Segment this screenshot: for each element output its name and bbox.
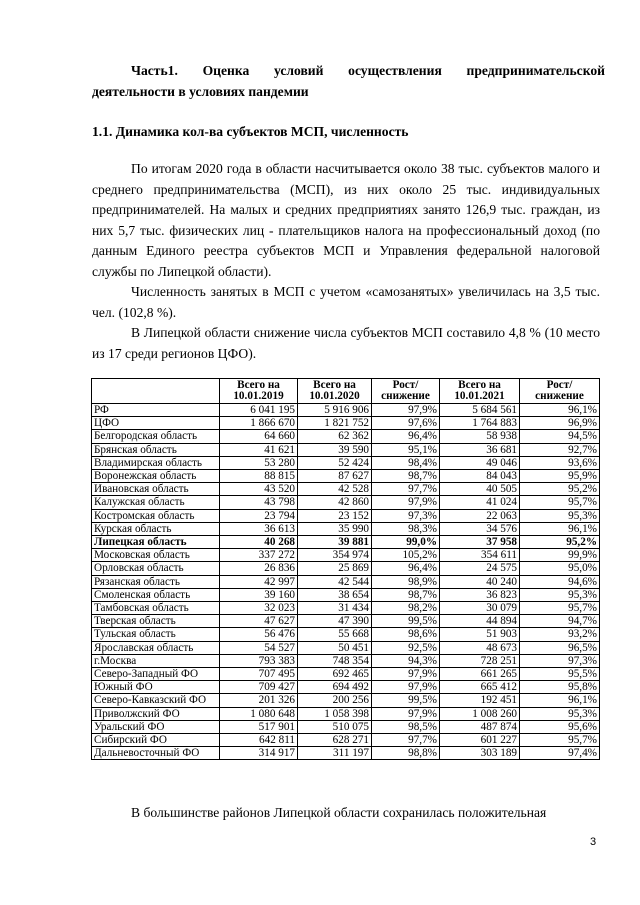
value-cell: 97,3% (520, 654, 600, 667)
value-cell: 92,7% (520, 443, 600, 456)
table-row (92, 734, 600, 747)
value-cell: 95,3% (520, 509, 600, 522)
table-row (92, 694, 600, 707)
table-row (92, 628, 600, 641)
value-cell: 98,3% (372, 522, 440, 535)
value-cell: 1 866 670 (220, 417, 298, 430)
value-cell: 97,7% (372, 483, 440, 496)
value-cell: 94,6% (520, 575, 600, 588)
value-cell: 96,1% (520, 694, 600, 707)
value-cell: 51 903 (440, 628, 520, 641)
header-cell-2019: Всего на 10.01.2019 (220, 379, 298, 404)
value-cell: 47 390 (298, 615, 372, 628)
value-cell: 1 058 398 (298, 707, 372, 720)
value-cell: 510 075 (298, 720, 372, 733)
value-cell: 1 821 752 (298, 417, 372, 430)
table-row (92, 668, 600, 681)
value-cell: 95,7% (520, 602, 600, 615)
value-cell: 99,0% (372, 536, 440, 549)
region-cell: Ярославская область (92, 641, 220, 654)
region-cell: Калужская область (92, 496, 220, 509)
region-cell: Орловская область (92, 562, 220, 575)
table-header-row (92, 379, 600, 404)
value-cell: 201 326 (220, 694, 298, 707)
value-cell: 95,7% (520, 734, 600, 747)
table-row (92, 681, 600, 694)
value-cell: 97,4% (520, 747, 600, 760)
table-row (92, 588, 600, 601)
value-cell: 601 227 (440, 734, 520, 747)
value-cell: 1 080 648 (220, 707, 298, 720)
value-cell: 5 684 561 (440, 404, 520, 417)
value-cell: 6 041 195 (220, 404, 298, 417)
value-cell: 709 427 (220, 681, 298, 694)
value-cell: 98,6% (372, 628, 440, 641)
region-cell: Дальневосточный ФО (92, 747, 220, 760)
value-cell: 642 811 (220, 734, 298, 747)
value-cell: 26 836 (220, 562, 298, 575)
value-cell: 354 974 (298, 549, 372, 562)
region-cell: Костромская область (92, 509, 220, 522)
value-cell: 92,5% (372, 641, 440, 654)
region-cell: Тверская область (92, 615, 220, 628)
value-cell: 98,7% (372, 470, 440, 483)
region-cell: Курская область (92, 522, 220, 535)
region-cell: Южный ФО (92, 681, 220, 694)
value-cell: 42 860 (298, 496, 372, 509)
table-row (92, 747, 600, 760)
value-cell: 39 881 (298, 536, 372, 549)
table-row (92, 654, 600, 667)
region-cell: Московская область (92, 549, 220, 562)
value-cell: 793 383 (220, 654, 298, 667)
header-cell-region (92, 379, 220, 404)
value-cell: 87 627 (298, 470, 372, 483)
region-cell: РФ (92, 404, 220, 417)
table-row (92, 707, 600, 720)
value-cell: 97,9% (372, 668, 440, 681)
value-cell: 36 823 (440, 588, 520, 601)
value-cell: 96,1% (520, 404, 600, 417)
value-cell: 692 465 (298, 668, 372, 681)
value-cell: 95,7% (520, 496, 600, 509)
value-cell: 36 613 (220, 522, 298, 535)
value-cell: 40 268 (220, 536, 298, 549)
region-cell: Рязанская область (92, 575, 220, 588)
value-cell: 55 668 (298, 628, 372, 641)
value-cell: 99,9% (520, 549, 600, 562)
value-cell: 30 079 (440, 602, 520, 615)
value-cell: 97,9% (372, 404, 440, 417)
value-cell: 96,4% (372, 430, 440, 443)
value-cell: 52 424 (298, 456, 372, 469)
value-cell: 56 476 (220, 628, 298, 641)
region-cell: Северо-Западный ФО (92, 668, 220, 681)
value-cell: 94,3% (372, 654, 440, 667)
value-cell: 311 197 (298, 747, 372, 760)
value-cell: 42 997 (220, 575, 298, 588)
value-cell: 47 627 (220, 615, 298, 628)
value-cell: 35 990 (298, 522, 372, 535)
value-cell: 97,7% (372, 734, 440, 747)
header-cell-2020: Всего на 10.01.2020 (298, 379, 372, 404)
paragraph-decline: В Липецкой области снижение числа субъектов МСП составило 4,8 % (10 место из 17 среди регионов ЦФО). (92, 325, 600, 361)
value-cell: 42 544 (298, 575, 372, 588)
paragraph-msp-count: По итогам 2020 года в области насчитывается около 38 тыс. субъектов малого и среднего предпринимательства (МСП), из них около 25 тыс. индивидуальных предпринимателей. На малых и средних предприятиях занято 126,9 тыс. граждан, из них 5,7 тыс. физических лиц - плательщиков налога на профессиональный доход (по данным Единого реестра субъектов МСП и Управления федеральной налоговой службы по Липецкой области). (92, 161, 600, 279)
table-row (92, 456, 600, 469)
value-cell: 49 046 (440, 456, 520, 469)
paragraph-employment: Численность занятых в МСП с учетом «самозанятых» увеличилась на 3,5 тыс. чел. (102,8 %). (92, 284, 600, 320)
value-cell: 661 265 (440, 668, 520, 681)
value-cell: 517 901 (220, 720, 298, 733)
table-row (92, 404, 600, 417)
value-cell: 95,2% (520, 483, 600, 496)
value-cell: 41 024 (440, 496, 520, 509)
value-cell: 98,5% (372, 720, 440, 733)
value-cell: 95,2% (520, 536, 600, 549)
value-cell: 728 251 (440, 654, 520, 667)
region-cell: Тульская область (92, 628, 220, 641)
value-cell: 1 008 260 (440, 707, 520, 720)
region-cell: Ивановская область (92, 483, 220, 496)
table-row (92, 602, 600, 615)
value-cell: 95,8% (520, 681, 600, 694)
value-cell: 32 023 (220, 602, 298, 615)
value-cell: 95,5% (520, 668, 600, 681)
value-cell: 354 611 (440, 549, 520, 562)
header-cell-growth-2020: Рост/ снижение (372, 379, 440, 404)
table-row (92, 509, 600, 522)
value-cell: 707 495 (220, 668, 298, 681)
value-cell: 694 492 (298, 681, 372, 694)
value-cell: 98,2% (372, 602, 440, 615)
value-cell: 98,4% (372, 456, 440, 469)
table-row (92, 522, 600, 535)
region-cell: Владимирская область (92, 456, 220, 469)
value-cell: 54 527 (220, 641, 298, 654)
region-cell: Воронежская область (92, 470, 220, 483)
value-cell: 97,9% (372, 707, 440, 720)
value-cell: 99,5% (372, 615, 440, 628)
value-cell: 39 590 (298, 443, 372, 456)
region-cell: Белгородская область (92, 430, 220, 443)
value-cell: 97,3% (372, 509, 440, 522)
value-cell: 98,9% (372, 575, 440, 588)
value-cell: 98,7% (372, 588, 440, 601)
table-row (92, 483, 600, 496)
table-row (92, 615, 600, 628)
value-cell: 95,3% (520, 588, 600, 601)
value-cell: 23 794 (220, 509, 298, 522)
value-cell: 34 576 (440, 522, 520, 535)
region-cell: Сибирский ФО (92, 734, 220, 747)
value-cell: 43 798 (220, 496, 298, 509)
value-cell: 665 412 (440, 681, 520, 694)
value-cell: 192 451 (440, 694, 520, 707)
table-row (92, 443, 600, 456)
value-cell: 40 240 (440, 575, 520, 588)
paragraph-closing: В большинстве районов Липецкой области сохранилась положительная (131, 805, 547, 820)
value-cell: 50 451 (298, 641, 372, 654)
table-row (92, 470, 600, 483)
value-cell: 44 894 (440, 615, 520, 628)
value-cell: 40 505 (440, 483, 520, 496)
table-body (92, 404, 600, 760)
value-cell: 94,5% (520, 430, 600, 443)
value-cell: 95,3% (520, 707, 600, 720)
value-cell: 314 917 (220, 747, 298, 760)
value-cell: 748 354 (298, 654, 372, 667)
value-cell: 38 654 (298, 588, 372, 601)
region-cell: Липецкая область (92, 536, 220, 549)
value-cell: 1 764 883 (440, 417, 520, 430)
region-cell: Тамбовская область (92, 602, 220, 615)
value-cell: 96,4% (372, 562, 440, 575)
value-cell: 93,6% (520, 456, 600, 469)
table-row (92, 496, 600, 509)
header-cell-2021: Всего на 10.01.2021 (440, 379, 520, 404)
part-heading-line1: Часть1. Оценка условий осуществления предпринимательской (131, 63, 605, 78)
region-cell: Брянская область (92, 443, 220, 456)
value-cell: 37 958 (440, 536, 520, 549)
table-row (92, 562, 600, 575)
value-cell: 105,2% (372, 549, 440, 562)
value-cell: 22 063 (440, 509, 520, 522)
value-cell: 39 160 (220, 588, 298, 601)
table-row (92, 430, 600, 443)
part-heading-line2: деятельности в условиях пандемии (92, 84, 309, 99)
value-cell: 64 660 (220, 430, 298, 443)
value-cell: 36 681 (440, 443, 520, 456)
value-cell: 43 520 (220, 483, 298, 496)
table-row (92, 417, 600, 430)
value-cell: 98,8% (372, 747, 440, 760)
value-cell: 62 362 (298, 430, 372, 443)
page-number: 3 (590, 836, 597, 848)
value-cell: 97,9% (372, 681, 440, 694)
table-row (92, 720, 600, 733)
value-cell: 96,9% (520, 417, 600, 430)
table-row (92, 575, 600, 588)
value-cell: 96,1% (520, 522, 600, 535)
value-cell: 23 152 (298, 509, 372, 522)
value-cell: 99,5% (372, 694, 440, 707)
value-cell: 96,5% (520, 641, 600, 654)
value-cell: 24 575 (440, 562, 520, 575)
header-cell-growth-2021: Рост/ снижение (520, 379, 600, 404)
value-cell: 95,9% (520, 470, 600, 483)
value-cell: 95,1% (372, 443, 440, 456)
value-cell: 303 189 (440, 747, 520, 760)
value-cell: 5 916 906 (298, 404, 372, 417)
region-cell: г.Москва (92, 654, 220, 667)
value-cell: 41 621 (220, 443, 298, 456)
value-cell: 93,2% (520, 628, 600, 641)
value-cell: 25 869 (298, 562, 372, 575)
value-cell: 88 815 (220, 470, 298, 483)
value-cell: 84 043 (440, 470, 520, 483)
value-cell: 53 280 (220, 456, 298, 469)
section-heading: 1.1. Динамика кол-ва субъектов МСП, численность (92, 124, 409, 139)
value-cell: 58 938 (440, 430, 520, 443)
table-row (92, 641, 600, 654)
region-cell: Смоленская область (92, 588, 220, 601)
value-cell: 487 874 (440, 720, 520, 733)
region-cell: Уральский ФО (92, 720, 220, 733)
value-cell: 628 271 (298, 734, 372, 747)
table-row (92, 536, 600, 549)
region-cell: Северо-Кавказский ФО (92, 694, 220, 707)
value-cell: 42 528 (298, 483, 372, 496)
table-row (92, 549, 600, 562)
value-cell: 48 673 (440, 641, 520, 654)
value-cell: 94,7% (520, 615, 600, 628)
region-cell: Приволжский ФО (92, 707, 220, 720)
region-cell: ЦФО (92, 417, 220, 430)
value-cell: 95,0% (520, 562, 600, 575)
msp-table (91, 378, 600, 760)
value-cell: 200 256 (298, 694, 372, 707)
value-cell: 95,6% (520, 720, 600, 733)
value-cell: 97,6% (372, 417, 440, 430)
value-cell: 31 434 (298, 602, 372, 615)
value-cell: 337 272 (220, 549, 298, 562)
value-cell: 97,9% (372, 496, 440, 509)
